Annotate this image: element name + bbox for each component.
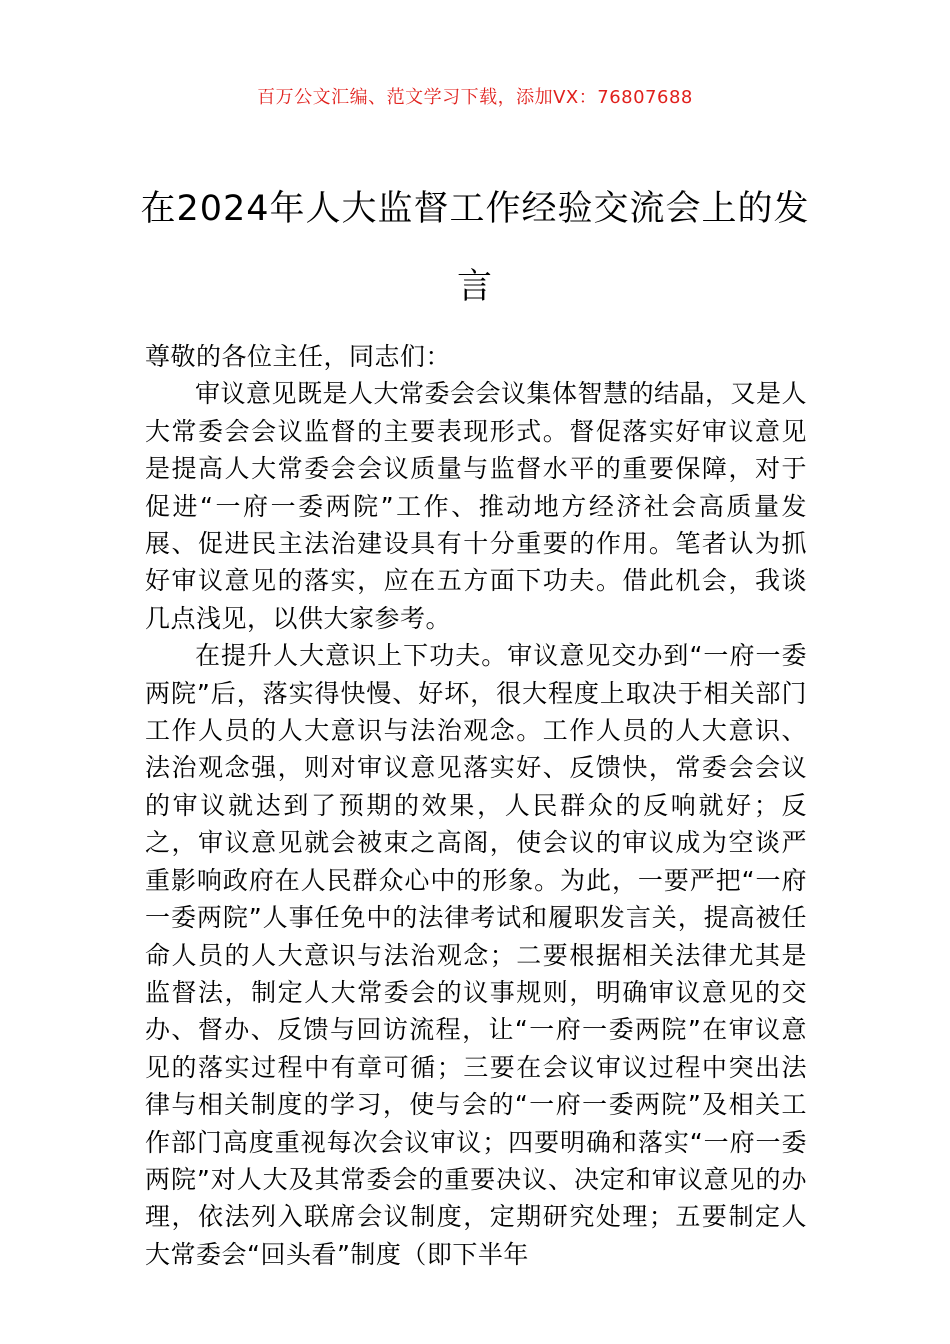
salutation: 尊敬的各位主任，同志们： <box>145 342 452 371</box>
paragraph-section-1: 在提升人大意识上下功夫。审议意见交办到“一府一委两院”后，落实得快慢、好坏，很大程度上取决于相关部门工作人员的人大意识与法治观念。工作人员的人大意识、法治观念强，则对审议意见落实好、反馈快，常委会会议的审议就达到了预期的效果，人民群众的反响就好；反之，审议意见就会被束之高阁，使会议的审议成为空谈严重影响政府在人民群众心中的形象。为此，一要严把“一府一委两院”人事任免中的法律考试和履职发言关，提高被任命人员的人大意识与法治观念；二要根据相关法律尤其是监督法，制定人大常委会的议事规则，明确审议意见的交办、督办、反馈与回访流程，让“一府一委两院”在审议意见的落实过程中有章可循；三要在会议审议过程中突出法律与相关制度的学习，使与会的“一府一委两院”及相关工作部门高度重视每次会议审议；四要明确和落实“一府一委两院”对人大及其常委会的重要决议、决定和审议意见的办理，依法列入联席会议制度，定期研究处理；五要制定人大常委会“回头看”制度（即下半年 <box>145 641 807 1269</box>
document-body <box>145 338 807 1273</box>
paragraph-intro: 审议意见既是人大常委会会议集体智慧的结晶，又是人大常委会会议监督的主要表现形式。督促落实好审议意见是提高人大常委会会议质量与监督水平的重要保障，对于促进“一府一委两院”工作、推动地方经济社会高质量发展、促进民主法治建设具有十分重要的作用。笔者认为抓好审议意见的落实，应在五方面下功夫。借此机会，我谈几点浅见，以供大家参考。 <box>145 379 808 633</box>
header-note: 百万公文汇编、范文学习下载，添加VX：76807688 <box>257 87 693 108</box>
page-title: 在2024年人大监督工作经验交流会上的发言 <box>140 189 810 307</box>
